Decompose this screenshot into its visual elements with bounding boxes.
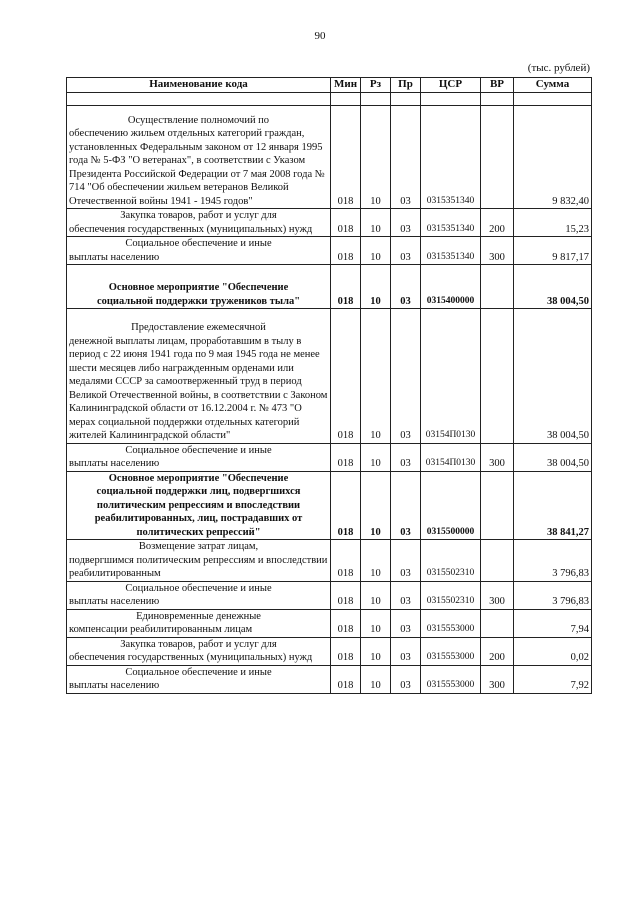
row-rz: 10 bbox=[361, 209, 391, 237]
row-csr: 0315553000 bbox=[421, 665, 481, 693]
row-pr: 03 bbox=[391, 443, 421, 471]
row-pr: 03 bbox=[391, 540, 421, 582]
row-min: 018 bbox=[331, 309, 361, 444]
row-name-lead: Закупка товаров, работ и услуг для bbox=[120, 638, 277, 650]
table-header-row bbox=[67, 78, 592, 93]
row-csr: 0315351340 bbox=[421, 209, 481, 237]
row-csr: 03154П0130 bbox=[421, 443, 481, 471]
row-pr: 03 bbox=[391, 209, 421, 237]
row-pr: 03 bbox=[391, 637, 421, 665]
row-name bbox=[67, 471, 331, 540]
row-name-lead: Возмещение затрат лицам, bbox=[138, 541, 259, 552]
row-pr: 03 bbox=[391, 265, 421, 309]
row-name-text: выплаты населению bbox=[69, 596, 160, 607]
row-name bbox=[67, 309, 331, 444]
row-min: 018 bbox=[331, 471, 361, 540]
row-rz: 10 bbox=[361, 105, 391, 209]
row-name-text: выплаты населению bbox=[69, 680, 160, 691]
table-row bbox=[67, 265, 592, 309]
row-min: 018 bbox=[331, 581, 361, 609]
row-name bbox=[67, 637, 331, 665]
row-sum: 9 832,40 bbox=[514, 105, 592, 209]
table-row bbox=[67, 309, 592, 444]
row-vr: 200 bbox=[481, 637, 514, 665]
row-sum: 3 796,83 bbox=[514, 540, 592, 582]
row-rz: 10 bbox=[361, 443, 391, 471]
row-sum: 9 817,17 bbox=[514, 237, 592, 265]
row-name-text: выплаты населению bbox=[69, 458, 160, 469]
row-vr bbox=[481, 471, 514, 540]
table-row bbox=[67, 540, 592, 582]
row-sum: 7,94 bbox=[514, 609, 592, 637]
table-row bbox=[67, 581, 592, 609]
row-name-lead: Осуществление полномочий по bbox=[127, 114, 270, 126]
row-name bbox=[67, 443, 331, 471]
row-name-text: социальной поддержки лиц, подвергшихся политическим репрессиям и впоследствии реабилитированных, лиц, пострадавших от политических репрессий" bbox=[94, 486, 303, 538]
row-vr: 200 bbox=[481, 209, 514, 237]
row-name-text: подвергшимся политическим репрессиям и впоследствии реабилитированным bbox=[69, 554, 328, 579]
row-rz: 10 bbox=[361, 581, 391, 609]
row-pr: 03 bbox=[391, 237, 421, 265]
row-csr: 0315553000 bbox=[421, 609, 481, 637]
row-min: 018 bbox=[331, 265, 361, 309]
row-min: 018 bbox=[331, 609, 361, 637]
row-csr: 0315502310 bbox=[421, 540, 481, 582]
row-sum: 0,02 bbox=[514, 637, 592, 665]
row-vr: 300 bbox=[481, 581, 514, 609]
units-label: (тыс. рублей) bbox=[527, 62, 590, 74]
row-vr: 300 bbox=[481, 443, 514, 471]
budget-table bbox=[66, 77, 592, 694]
row-pr: 03 bbox=[391, 665, 421, 693]
row-vr bbox=[481, 105, 514, 209]
table-row bbox=[67, 105, 592, 209]
row-vr bbox=[481, 265, 514, 309]
row-rz: 10 bbox=[361, 665, 391, 693]
row-rz: 10 bbox=[361, 540, 391, 582]
row-rz: 10 bbox=[361, 637, 391, 665]
table-row bbox=[67, 637, 592, 665]
table-row bbox=[67, 471, 592, 540]
row-min: 018 bbox=[331, 443, 361, 471]
row-name-lead: Закупка товаров, работ и услуг для bbox=[120, 210, 277, 221]
row-name bbox=[67, 105, 331, 209]
row-vr bbox=[481, 609, 514, 637]
row-name-lead: Социальное обеспечение и иные bbox=[125, 238, 272, 249]
row-name-text: денежной выплаты лицам, проработавшим в тылу в период с 22 июня 1941 года по 9 мая 1945 года не менее шести месяцев либо награжденным орденами или медалями СССР за самоотверженный труд в период Великой Отечественной войны, в соответствии с Законом Калининградской области от 16.12.2004 г. № 473 "О мерах социальной поддержки отдельных категорий жителей Калининградской области" bbox=[69, 335, 328, 441]
spacer-row bbox=[67, 92, 592, 105]
table-row bbox=[67, 609, 592, 637]
row-min: 018 bbox=[331, 209, 361, 237]
row-name bbox=[67, 581, 331, 609]
table-row bbox=[67, 443, 592, 471]
row-csr: 0315400000 bbox=[421, 265, 481, 309]
row-name bbox=[67, 665, 331, 693]
row-name-lead: Социальное обеспечение и иные bbox=[125, 666, 272, 678]
row-csr: 0315553000 bbox=[421, 637, 481, 665]
row-name-lead: Единовременные денежные bbox=[136, 610, 261, 622]
row-vr bbox=[481, 309, 514, 444]
page-number: 90 bbox=[314, 30, 326, 42]
row-csr: 0315351340 bbox=[421, 237, 481, 265]
row-csr: 0315502310 bbox=[421, 581, 481, 609]
row-pr: 03 bbox=[391, 309, 421, 444]
header-vr: ВР bbox=[481, 78, 514, 93]
header-min: Мин bbox=[331, 78, 361, 93]
row-name-text: обеспечению жильем отдельных категорий граждан, установленных Федеральным законом от 12 января 1995 года № 5-ФЗ "О ветеранах", в соответствии с Указом Президента Российской Федерации от 7 мая 2008 года № 714 "Об обеспечении жильем ветеранов Великой Отечественной войны 1941 - 1945 годов" bbox=[69, 128, 325, 207]
row-name bbox=[67, 209, 331, 237]
row-csr: 03154П0130 bbox=[421, 309, 481, 444]
row-min: 018 bbox=[331, 540, 361, 582]
header-rz: Рз bbox=[361, 78, 391, 93]
row-name-text: обеспечения государственных (муниципальных) нужд bbox=[69, 652, 313, 663]
row-vr: 300 bbox=[481, 237, 514, 265]
table-row bbox=[67, 665, 592, 693]
row-name bbox=[67, 265, 331, 309]
row-name-text: компенсации реабилитированным лицам bbox=[69, 624, 253, 635]
row-sum: 38 004,50 bbox=[514, 309, 592, 444]
row-name-lead: Предоставление ежемесячной bbox=[131, 322, 266, 333]
row-name-lead: Социальное обеспечение и иные bbox=[125, 582, 272, 594]
row-name-text: обеспечения государственных (муниципальных) нужд bbox=[69, 223, 313, 235]
row-pr: 03 bbox=[391, 471, 421, 540]
row-pr: 03 bbox=[391, 105, 421, 209]
row-name bbox=[67, 237, 331, 265]
row-sum: 7,92 bbox=[514, 665, 592, 693]
row-min: 018 bbox=[331, 637, 361, 665]
header-sum: Сумма bbox=[514, 78, 592, 93]
header-pr: Пр bbox=[391, 78, 421, 93]
row-rz: 10 bbox=[361, 609, 391, 637]
row-rz: 10 bbox=[361, 309, 391, 444]
row-sum: 38 841,27 bbox=[514, 471, 592, 540]
row-csr: 0315351340 bbox=[421, 105, 481, 209]
row-name-lead: Социальное обеспечение и иные bbox=[125, 444, 272, 456]
row-name-lead: Основное мероприятие "Обеспечение bbox=[108, 472, 289, 484]
row-rz: 10 bbox=[361, 265, 391, 309]
row-name-text: выплаты населению bbox=[69, 251, 160, 263]
row-name-lead: Основное мероприятие "Обеспечение bbox=[108, 282, 289, 293]
row-rz: 10 bbox=[361, 471, 391, 540]
row-pr: 03 bbox=[391, 609, 421, 637]
row-name-text: социальной поддержки тружеников тыла" bbox=[96, 295, 301, 307]
row-sum: 15,23 bbox=[514, 209, 592, 237]
row-csr: 0315500000 bbox=[421, 471, 481, 540]
row-pr: 03 bbox=[391, 581, 421, 609]
header-csr: ЦСР bbox=[421, 78, 481, 93]
table-row bbox=[67, 209, 592, 237]
row-name bbox=[67, 540, 331, 582]
table-row bbox=[67, 237, 592, 265]
row-vr bbox=[481, 540, 514, 582]
header-name: Наименование кода bbox=[67, 78, 331, 93]
row-min: 018 bbox=[331, 237, 361, 265]
row-vr: 300 bbox=[481, 665, 514, 693]
row-min: 018 bbox=[331, 105, 361, 209]
row-min: 018 bbox=[331, 665, 361, 693]
row-sum: 3 796,83 bbox=[514, 581, 592, 609]
row-name bbox=[67, 609, 331, 637]
row-sum: 38 004,50 bbox=[514, 443, 592, 471]
row-rz: 10 bbox=[361, 237, 391, 265]
row-sum: 38 004,50 bbox=[514, 265, 592, 309]
